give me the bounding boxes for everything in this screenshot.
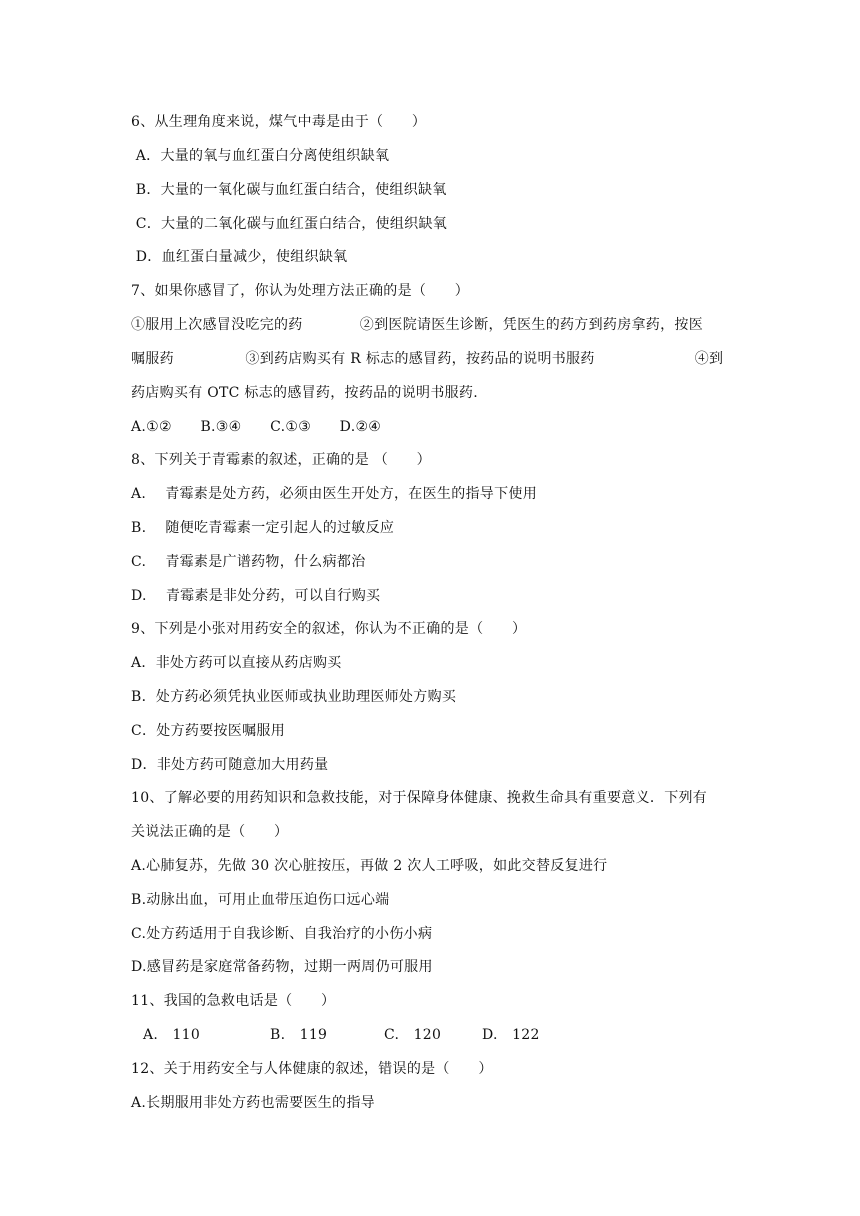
question-12-stem: 12、关于用药安全与人体健康的叙述，错误的是（ ） (131, 1061, 493, 1077)
question-6-option-d: D．血红蛋白量减少，使组织缺氧 (131, 249, 348, 265)
question-6-option-b: B．大量的一氧化碳与血红蛋白结合，使组织缺氧 (131, 182, 447, 198)
question-8-stem: 8、下列关于青霉素的叙述，正确的是 （ ） (131, 452, 431, 468)
question-8-option-c: C. 青霉素是广谱药物，什么病都治 (131, 554, 366, 570)
question-11-option-a: A. 110 (143, 1027, 201, 1043)
question-6-option-a: A．大量的氧与血红蛋白分离使组织缺氧 (131, 148, 390, 164)
question-9-option-a: A．非处方药可以直接从药店购买 (131, 655, 342, 671)
question-7-stem: 7、如果你感冒了，你认为处理方法正确的是（ ） (131, 283, 470, 299)
question-10-stem-line-1: 10、了解必要的用药知识和急救技能，对于保障身体健康、挽救生命具有重要意义．下列有 (131, 790, 708, 806)
question-12-option-a: A.长期服用非处方药也需要医生的指导 (131, 1095, 375, 1111)
question-10-option-b: B.动脉出血，可用止血带压迫伤口远心端 (131, 892, 390, 908)
question-10-option-d: D.感冒药是家庭常备药物，过期一两周仍可服用 (131, 959, 433, 975)
question-11-stem: 11、我国的急救电话是（ ） (131, 993, 336, 1009)
question-10-stem-line-2: 关说法正确的是（ ） (131, 824, 289, 840)
question-10-option-c: C.处方药适用于自我诊断、自我治疗的小伤小病 (131, 926, 433, 942)
question-7-text-line-2: 嘱服药 ③到药店购买有 R 标志的感冒药，按药品的说明书服药 ④到 (131, 351, 724, 367)
question-8-option-a: A. 青霉素是处方药，必须由医生开处方，在医生的指导下使用 (131, 486, 538, 502)
question-7-options: A.①② B.③④ C.①③ D.②④ (131, 419, 382, 435)
question-9-option-b: B．处方药必须凭执业医师或执业助理医师处方购买 (131, 689, 457, 705)
question-9-option-d: D．非处方药可随意加大用药量 (131, 757, 329, 773)
question-8-option-b: B. 随便吃青霉素一定引起人的过敏反应 (131, 520, 395, 536)
question-9-option-c: C．处方药要按医嘱服用 (131, 723, 286, 739)
question-7-text-line-1: ①服用上次感冒没吃完的药 ②到医院请医生诊断，凭医生的药方到药房拿药，按医 (131, 317, 703, 333)
question-11-option-b: B. 119 (270, 1027, 328, 1043)
question-8-option-d: D. 青霉素是非处分药，可以自行购买 (131, 588, 381, 604)
question-10-option-a: A.心肺复苏，先做 30 次心脏按压，再做 2 次人工呼吸，如此交替反复进行 (131, 858, 608, 874)
question-9-stem: 9、下列是小张对用药安全的叙述，你认为不正确的是（ ） (131, 621, 527, 637)
question-11-option-d: D. 122 (482, 1027, 540, 1043)
question-11-options (143, 1026, 540, 1044)
question-7-text-line-3: 药店购买有 OTC 标志的感冒药，按药品的说明书服药. (131, 385, 478, 401)
question-6-option-c: C．大量的二氧化碳与血红蛋白结合，使组织缺氧 (131, 216, 448, 232)
question-11-option-c: C. 120 (384, 1027, 442, 1043)
question-6-stem: 6、从生理角度来说，煤气中毒是由于（ ） (131, 114, 427, 130)
